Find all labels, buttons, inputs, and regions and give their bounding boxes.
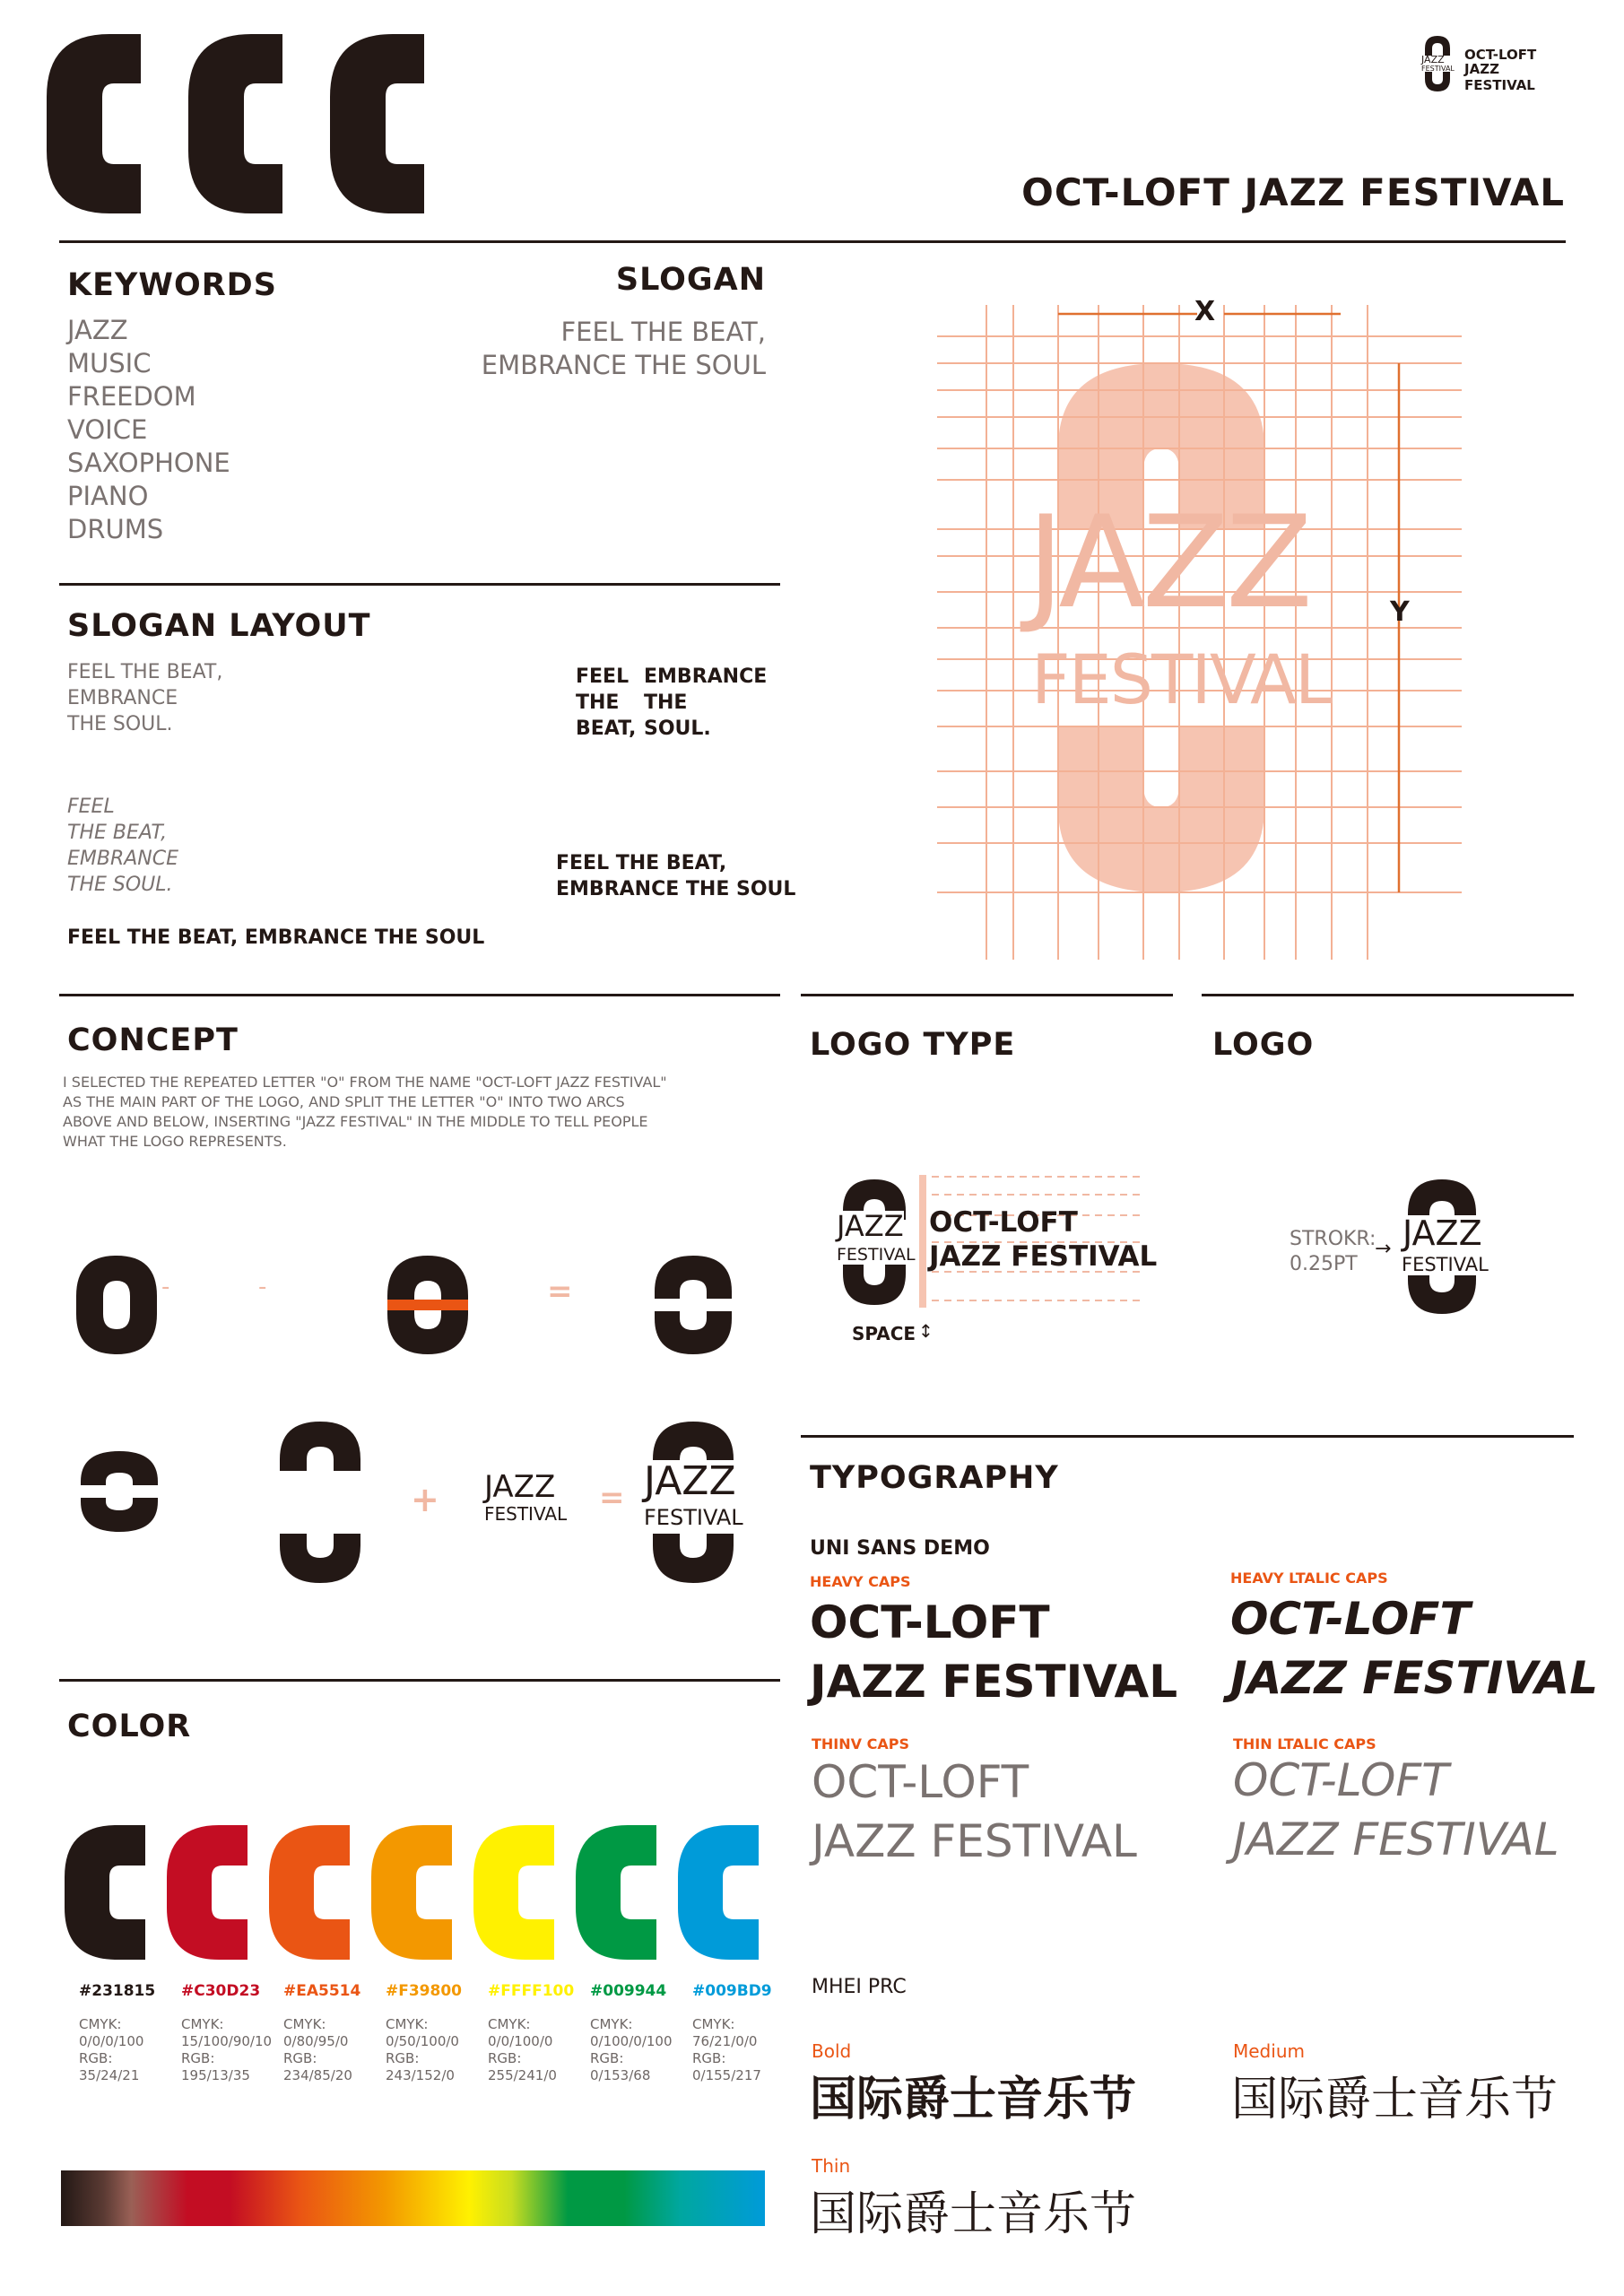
color-rgb-v: 234/85/20 [283, 2067, 352, 2083]
concept-body: I SELECTED THE REPEATED LETTER "O" FROM THE NAME "OCT-LOFT JAZZ FESTIVAL" AS THE MAIN PART OF THE LOGO, AND SPLIT THE LETTER "O" INTO TWO ARCS ABOVE AND BELOW, INSERTING "JAZZ FESTIVAL" IN THE MIDDLE TO TELL PEOPLE WHAT THE LOGO REPRESENTS. [63, 1074, 667, 1150]
color-swatch [65, 1825, 145, 1960]
color-cmyk-v: 0/50/100/0 [386, 2033, 459, 2049]
concept-op-plus: + [411, 1480, 439, 1519]
concept-jazz: JAZZ [484, 1469, 556, 1505]
slogan-v2-line: THE [576, 691, 620, 714]
color-swatch [473, 1825, 554, 1960]
slogan-layout-v1 [67, 659, 222, 737]
logo-rule [1202, 994, 1574, 996]
typo-thin-italic-label: THIN LTALIC CAPS [1233, 1735, 1376, 1752]
page-title: OCT-LOFT JAZZ FESTIVAL [1021, 170, 1565, 214]
color-rgb: RGB: [283, 2050, 317, 2066]
corner-logo-jazz: JAZZ [1421, 54, 1445, 65]
color-swatch [269, 1825, 350, 1960]
logo-heading: LOGO [1212, 1027, 1315, 1063]
slogan-layout-v5: FEEL THE BEAT, EMBRANCE THE SOUL [67, 926, 485, 949]
typo-thin-cn: 国际爵士音乐节 [810, 2187, 1137, 2241]
slogan-layout-v2-col2 [644, 664, 767, 742]
color-swatch-info [692, 1982, 772, 2084]
color-swatch-info [386, 1982, 462, 2084]
color-cmyk: CMYK: [181, 2016, 224, 2032]
color-cmyk: CMYK: [79, 2016, 122, 2032]
slogan-v2-line: THE [644, 691, 688, 714]
logo-stroke-line2: 0.25PT [1290, 1253, 1358, 1275]
grid-x-label: X [1194, 296, 1216, 327]
color-hex: #231815 [79, 1982, 156, 2000]
ccc-wordmark [47, 34, 441, 213]
color-cmyk: CMYK: [283, 2016, 326, 2032]
color-hex: #009944 [590, 1982, 667, 2000]
swatch-text-row [79, 1982, 778, 2090]
color-cmyk-v: 15/100/90/10 [181, 2033, 273, 2049]
logotype-space-label: SPACE [852, 1323, 916, 1344]
color-cmyk: CMYK: [386, 2016, 429, 2032]
grid-jazz-text: JAZZ [1027, 489, 1310, 637]
concept-heading: CONCEPT [67, 1022, 239, 1058]
color-rgb: RGB: [692, 2050, 726, 2066]
grid-festival-text: FESTIVAL [1031, 639, 1332, 719]
logo-stroke-label [1290, 1227, 1376, 1277]
keywords-rule [59, 583, 780, 586]
typo-thin-caps-label: THINV CAPS [812, 1735, 909, 1752]
color-cmyk-v: 76/21/0/0 [692, 2033, 758, 2049]
concept-final-jazz: JAZZ [644, 1458, 736, 1504]
slogan-v3-line: THE BEAT, [67, 822, 168, 844]
color-cmyk-v: 0/0/0/100 [79, 2033, 144, 2049]
grid-y-label: Y [1390, 596, 1410, 628]
slogan-layout-v3 [67, 794, 178, 898]
concept-o-stretched [280, 1422, 360, 1583]
color-hex: #EA5514 [283, 1982, 361, 2000]
concept-op-minus: - [161, 1274, 170, 1300]
list-item: SAXOPHONE [67, 448, 230, 478]
logotype-jazz: JAZZ [837, 1209, 904, 1243]
color-swatch [678, 1825, 759, 1960]
typo-thin-sample1: OCT-LOFT [812, 1756, 1029, 1808]
concept-o-cut [387, 1256, 468, 1354]
slogan-layout-v4 [556, 850, 795, 902]
logotype-rule [801, 994, 1173, 996]
logo-jazz: JAZZ [1403, 1213, 1482, 1253]
concept-festival: FESTIVAL [484, 1503, 568, 1525]
slogan-v1-line: FEEL THE BEAT, [67, 661, 223, 683]
color-rgb-v: 195/13/35 [181, 2067, 250, 2083]
color-hex: #009BD9 [692, 1982, 772, 2000]
color-cmyk-v: 0/0/100/0 [488, 2033, 553, 2049]
color-swatch-info [79, 1982, 155, 2084]
color-hex: #F39800 [386, 1982, 462, 2000]
color-rgb: RGB: [590, 2050, 624, 2066]
slogan-v2-line: FEEL [576, 665, 630, 688]
typo-medium-label: Medium [1233, 2040, 1305, 2062]
slogan-v2-line: BEAT, [576, 718, 637, 740]
slogan-v2-line: EMBRANCE [644, 665, 768, 688]
corner-logo [1421, 34, 1574, 93]
typo-thin-italic-sample1: OCT-LOFT [1233, 1754, 1449, 1806]
typo-heavy-sample2: JAZZ FESTIVAL [810, 1656, 1178, 1708]
list-item: JAZZ [67, 315, 128, 345]
color-rgb-v: 0/153/68 [590, 2067, 651, 2083]
color-rgb: RGB: [79, 2050, 113, 2066]
concept-op-minus2: - [258, 1274, 267, 1300]
gradient-bar [61, 2170, 765, 2226]
logotype-space-arrow-icon: ↕ [918, 1320, 934, 1342]
typo-thin-label: Thin [812, 2155, 851, 2177]
color-rgb-v: 35/24/21 [79, 2067, 140, 2083]
color-hex: #FFFF100 [488, 1982, 575, 2000]
list-item: VOICE [67, 414, 148, 445]
corner-logo-line2: JAZZ FESTIVAL [1464, 61, 1535, 93]
concept-final-festival: FESTIVAL [644, 1505, 743, 1530]
typo-font2-name: MHEI PRC [812, 1976, 907, 1998]
typo-heavy-italic-sample1: OCT-LOFT [1230, 1593, 1471, 1645]
slogan-v1-line: THE SOUL. [67, 713, 173, 735]
color-rgb: RGB: [386, 2050, 420, 2066]
concept-o-full [76, 1256, 157, 1354]
slogan-v3-line: THE SOUL. [67, 874, 173, 896]
color-cmyk-v: 0/80/95/0 [283, 2033, 349, 2049]
logo-stroke-line1: STROKR: [1290, 1228, 1376, 1250]
color-swatch-info [590, 1982, 673, 2084]
list-item: FREEDOM [67, 381, 196, 412]
color-heading: COLOR [67, 1709, 192, 1744]
swatch-row [65, 1825, 764, 1960]
concept-rule [59, 994, 780, 996]
concept-o-split [655, 1256, 732, 1354]
color-cmyk: CMYK: [590, 2016, 633, 2032]
typo-heavy-sample1: OCT-LOFT [810, 1596, 1050, 1648]
color-swatch-info [488, 1982, 574, 2084]
slogan-layout-heading: SLOGAN LAYOUT [67, 608, 371, 644]
logotype-line2: JAZZ FESTIVAL [929, 1240, 1158, 1273]
typo-bold-label: Bold [812, 2040, 852, 2062]
color-swatch-info [283, 1982, 360, 2084]
color-swatch-info [181, 1982, 272, 2084]
slogan-layout-v2-col1 [576, 664, 636, 742]
color-rgb-v: 255/241/0 [488, 2067, 557, 2083]
logotype-heading: LOGO TYPE [810, 1027, 1016, 1063]
slogan-v2-line: SOUL. [644, 718, 711, 740]
color-rgb: RGB: [181, 2050, 215, 2066]
concept-op-eq: = [547, 1274, 573, 1309]
keywords-list [67, 314, 230, 546]
typography-rule [801, 1435, 1574, 1438]
color-cmyk-v: 0/100/0/100 [590, 2033, 673, 2049]
concept-op-eq2: = [599, 1480, 625, 1516]
logo-festival: FESTIVAL [1402, 1254, 1489, 1275]
color-hex: #C30D23 [181, 1982, 261, 2000]
color-cmyk: CMYK: [692, 2016, 735, 2032]
typo-bold-cn: 国际爵士音乐节 [810, 2073, 1137, 2126]
slogan-heading: SLOGAN [615, 262, 766, 298]
typo-font1-name: UNI SANS DEMO [810, 1537, 990, 1560]
slogan-v3-line: FEEL [67, 796, 115, 818]
keywords-heading: KEYWORDS [67, 267, 277, 303]
typo-heavy-caps-label: HEAVY CAPS [810, 1573, 911, 1590]
corner-logo-line1: OCT-LOFT [1464, 47, 1537, 63]
slogan-line1: FEEL THE BEAT, [560, 317, 766, 347]
color-swatch [167, 1825, 248, 1960]
color-rule [59, 1679, 780, 1682]
slogan-v4-line: EMBRANCE THE SOUL [556, 878, 796, 900]
corner-logo-festival: FESTIVAL [1421, 65, 1455, 73]
logotype-festival: FESTIVAL [837, 1245, 916, 1265]
color-rgb: RGB: [488, 2050, 522, 2066]
logotype-line1: OCT-LOFT [929, 1206, 1078, 1239]
typo-thin-sample2: JAZZ FESTIVAL [812, 1815, 1137, 1867]
slogan-text [482, 316, 766, 382]
typo-thin-italic-sample2: JAZZ FESTIVAL [1233, 1813, 1559, 1866]
slogan-v3-line: EMBRANCE [67, 848, 179, 870]
list-item: MUSIC [67, 348, 152, 378]
color-swatch [371, 1825, 452, 1960]
color-rgb-v: 243/152/0 [386, 2067, 455, 2083]
typo-medium-cn: 国际爵士音乐节 [1231, 2073, 1559, 2126]
typo-heavy-italic-label: HEAVY LTALIC CAPS [1230, 1570, 1388, 1587]
concept-o-small-split [81, 1451, 158, 1532]
color-rgb-v: 0/155/217 [692, 2067, 761, 2083]
color-cmyk: CMYK: [488, 2016, 531, 2032]
typography-heading: TYPOGRAPHY [810, 1460, 1059, 1496]
slogan-v4-line: FEEL THE BEAT, [556, 852, 727, 874]
grid-bottom-arc [1058, 726, 1264, 892]
header-rule [59, 240, 1566, 243]
color-swatch [576, 1825, 656, 1960]
logo-arrow-icon: → [1375, 1238, 1392, 1260]
typo-heavy-italic-sample2: JAZZ FESTIVAL [1230, 1652, 1599, 1704]
slogan-line2: EMBRANCE THE SOUL [481, 350, 766, 380]
slogan-v1-line: EMBRANCE [67, 687, 178, 709]
list-item: DRUMS [67, 514, 164, 544]
list-item: PIANO [67, 481, 149, 511]
